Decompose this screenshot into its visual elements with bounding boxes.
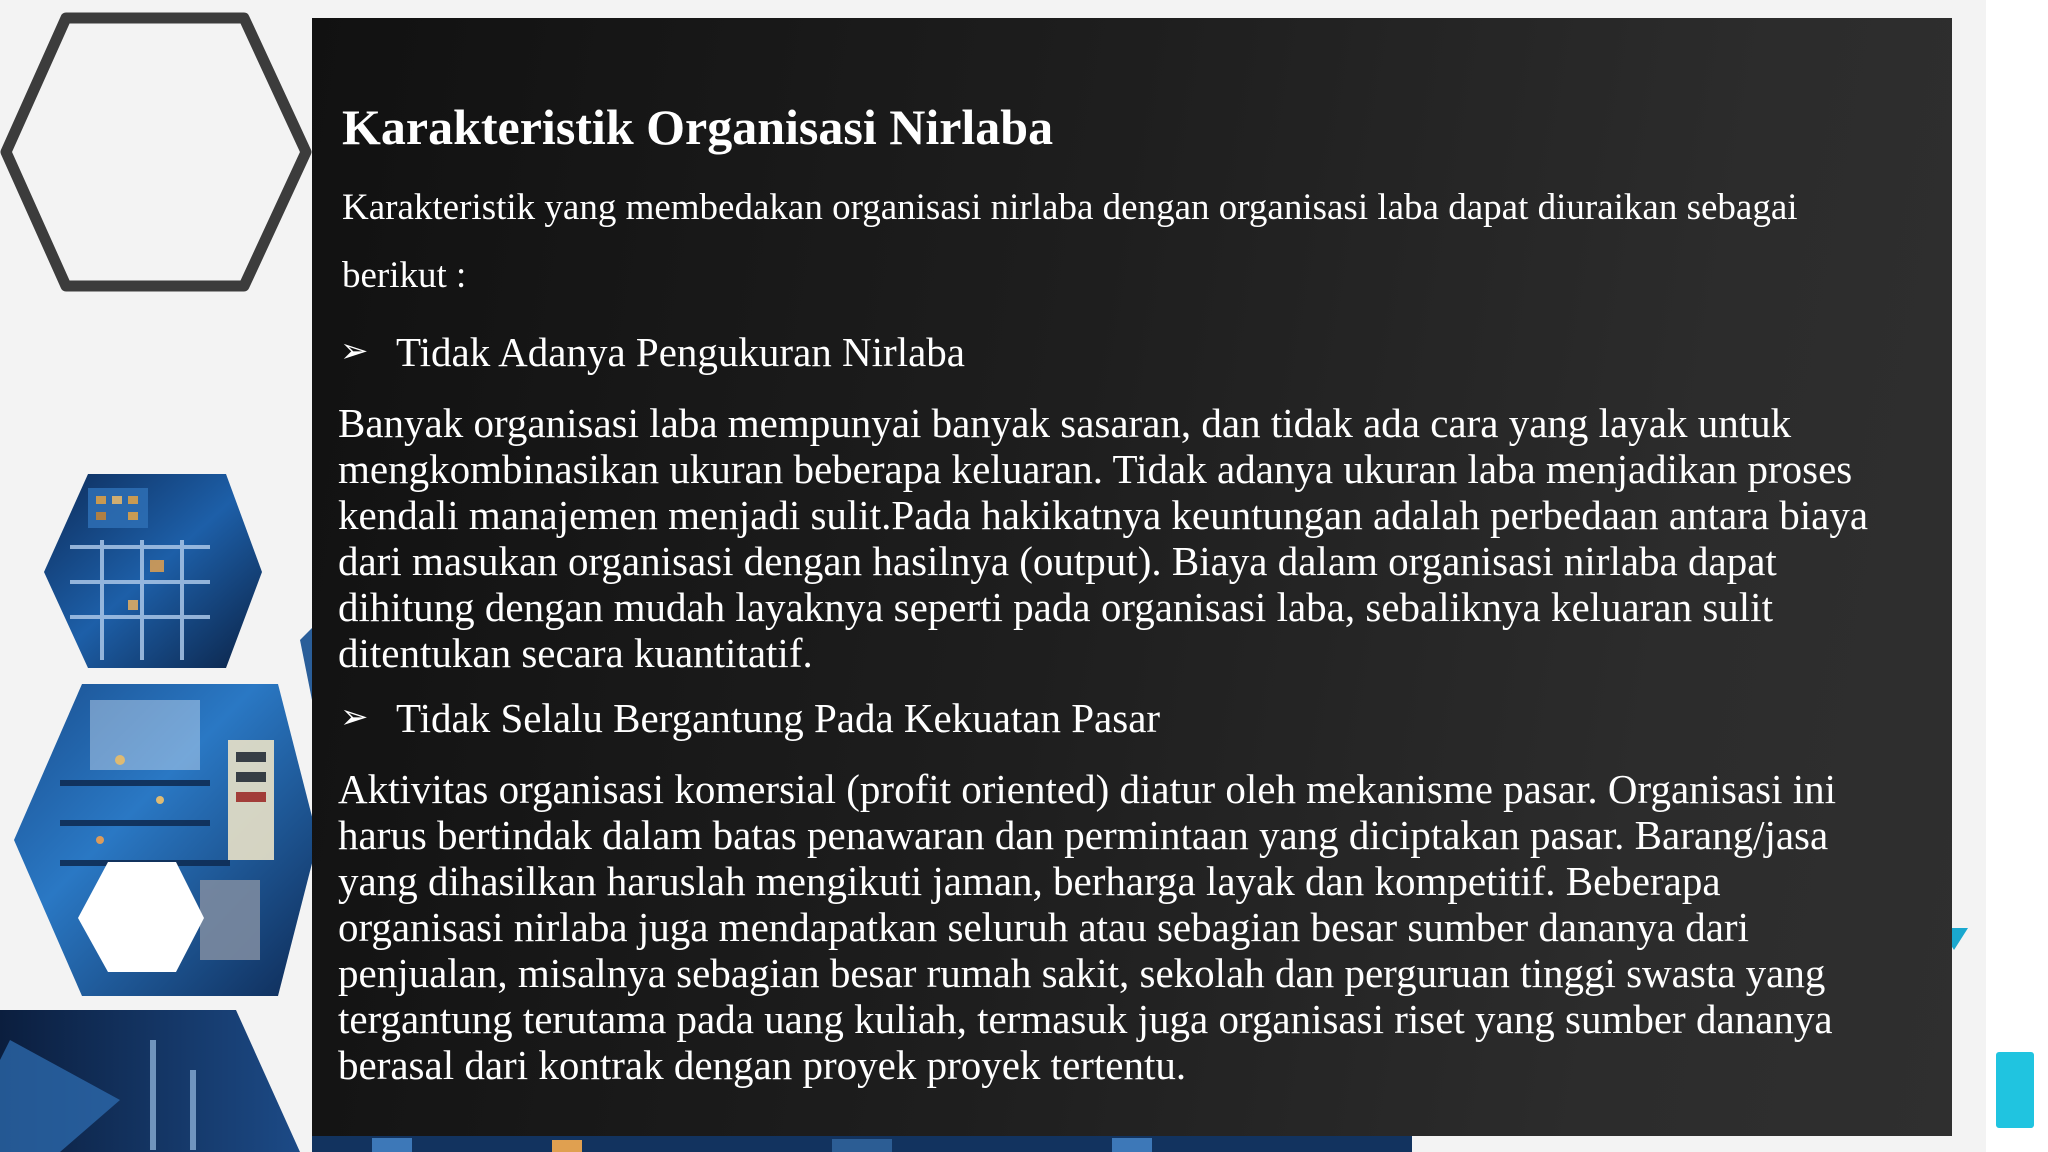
paragraph-line: Banyak organisasi laba mempunyai banyak sasaran, dan tidak ada cara yang layak untuk	[338, 400, 1792, 446]
bullet-heading-1	[340, 328, 965, 376]
paragraph-line: organisasi nirlaba juga mendapatkan seluruh atau sebagian besar sumber dananya dari	[338, 904, 1749, 950]
intro-text-line-2: berikut :	[342, 255, 467, 296]
bullet-heading-1-text: Tidak Adanya Pengukuran Nirlaba	[396, 329, 965, 375]
intro-text-line-1: Karakteristik yang membedakan organisasi nirlaba dengan organisasi laba dapat diuraikan sebagai	[342, 187, 1798, 228]
paragraph-line: ditentukan secara kuantitatif.	[338, 630, 813, 676]
paragraph-line: penjualan, misalnya sebagian besar rumah sakit, sekolah dan perguruan tinggi swasta yang	[338, 950, 1826, 996]
outline-hexagon	[6, 18, 306, 286]
paragraph-line: mengkombinasikan ukuran beberapa keluaran. Tidak adanya ukuran laba menjadikan proses	[338, 446, 1853, 492]
bullet-heading-2-text: Tidak Selalu Bergantung Pada Kekuatan Pasar	[396, 695, 1161, 741]
bullet-heading-2	[340, 694, 1160, 742]
paragraph-line: berasal dari kontrak dengan proyek proyek tertentu.	[338, 1042, 1187, 1088]
paragraph-line: harus bertindak dalam batas penawaran dan permintaan yang diciptakan pasar. Barang/jasa	[338, 812, 1829, 858]
hexagon-decoration	[0, 0, 330, 1152]
paragraph-line: tergantung terutama pada uang kuliah, termasuk juga organisasi riset yang sumber dananya	[338, 996, 1833, 1042]
paragraph-line: dihitung dengan mudah layaknya seperti pada organisasi laba, sebaliknya keluaran sulit	[338, 584, 1773, 630]
paragraph-line: yang dihasilkan haruslah mengikuti jaman, berharga layak dan kompetitif. Beberapa	[338, 858, 1721, 904]
paragraph-2	[338, 766, 1836, 1088]
paragraph-line: dari masukan organisasi dengan hasilnya (output). Biaya dalam organisasi nirlaba dapat	[338, 538, 1777, 584]
bottom-image-strip	[312, 1136, 1412, 1152]
arrowhead-bullet-icon: ➢	[340, 697, 369, 737]
paragraph-line: kendali manajemen menjadi sulit.Pada hakikatnya keuntungan adalah perbedaan antara biaya	[338, 492, 1869, 538]
right-margin	[1986, 0, 2048, 1152]
arrowhead-bullet-icon: ➢	[340, 331, 369, 371]
content-panel	[312, 18, 1952, 1136]
slide-title: Karakteristik Organisasi Nirlaba	[342, 99, 1054, 155]
cyan-accent-bar	[1996, 1052, 2034, 1128]
paragraph-line: Aktivitas organisasi komersial (profit oriented) diatur oleh mekanisme pasar. Organisasi ini	[338, 766, 1837, 812]
paragraph-1	[338, 400, 1868, 676]
